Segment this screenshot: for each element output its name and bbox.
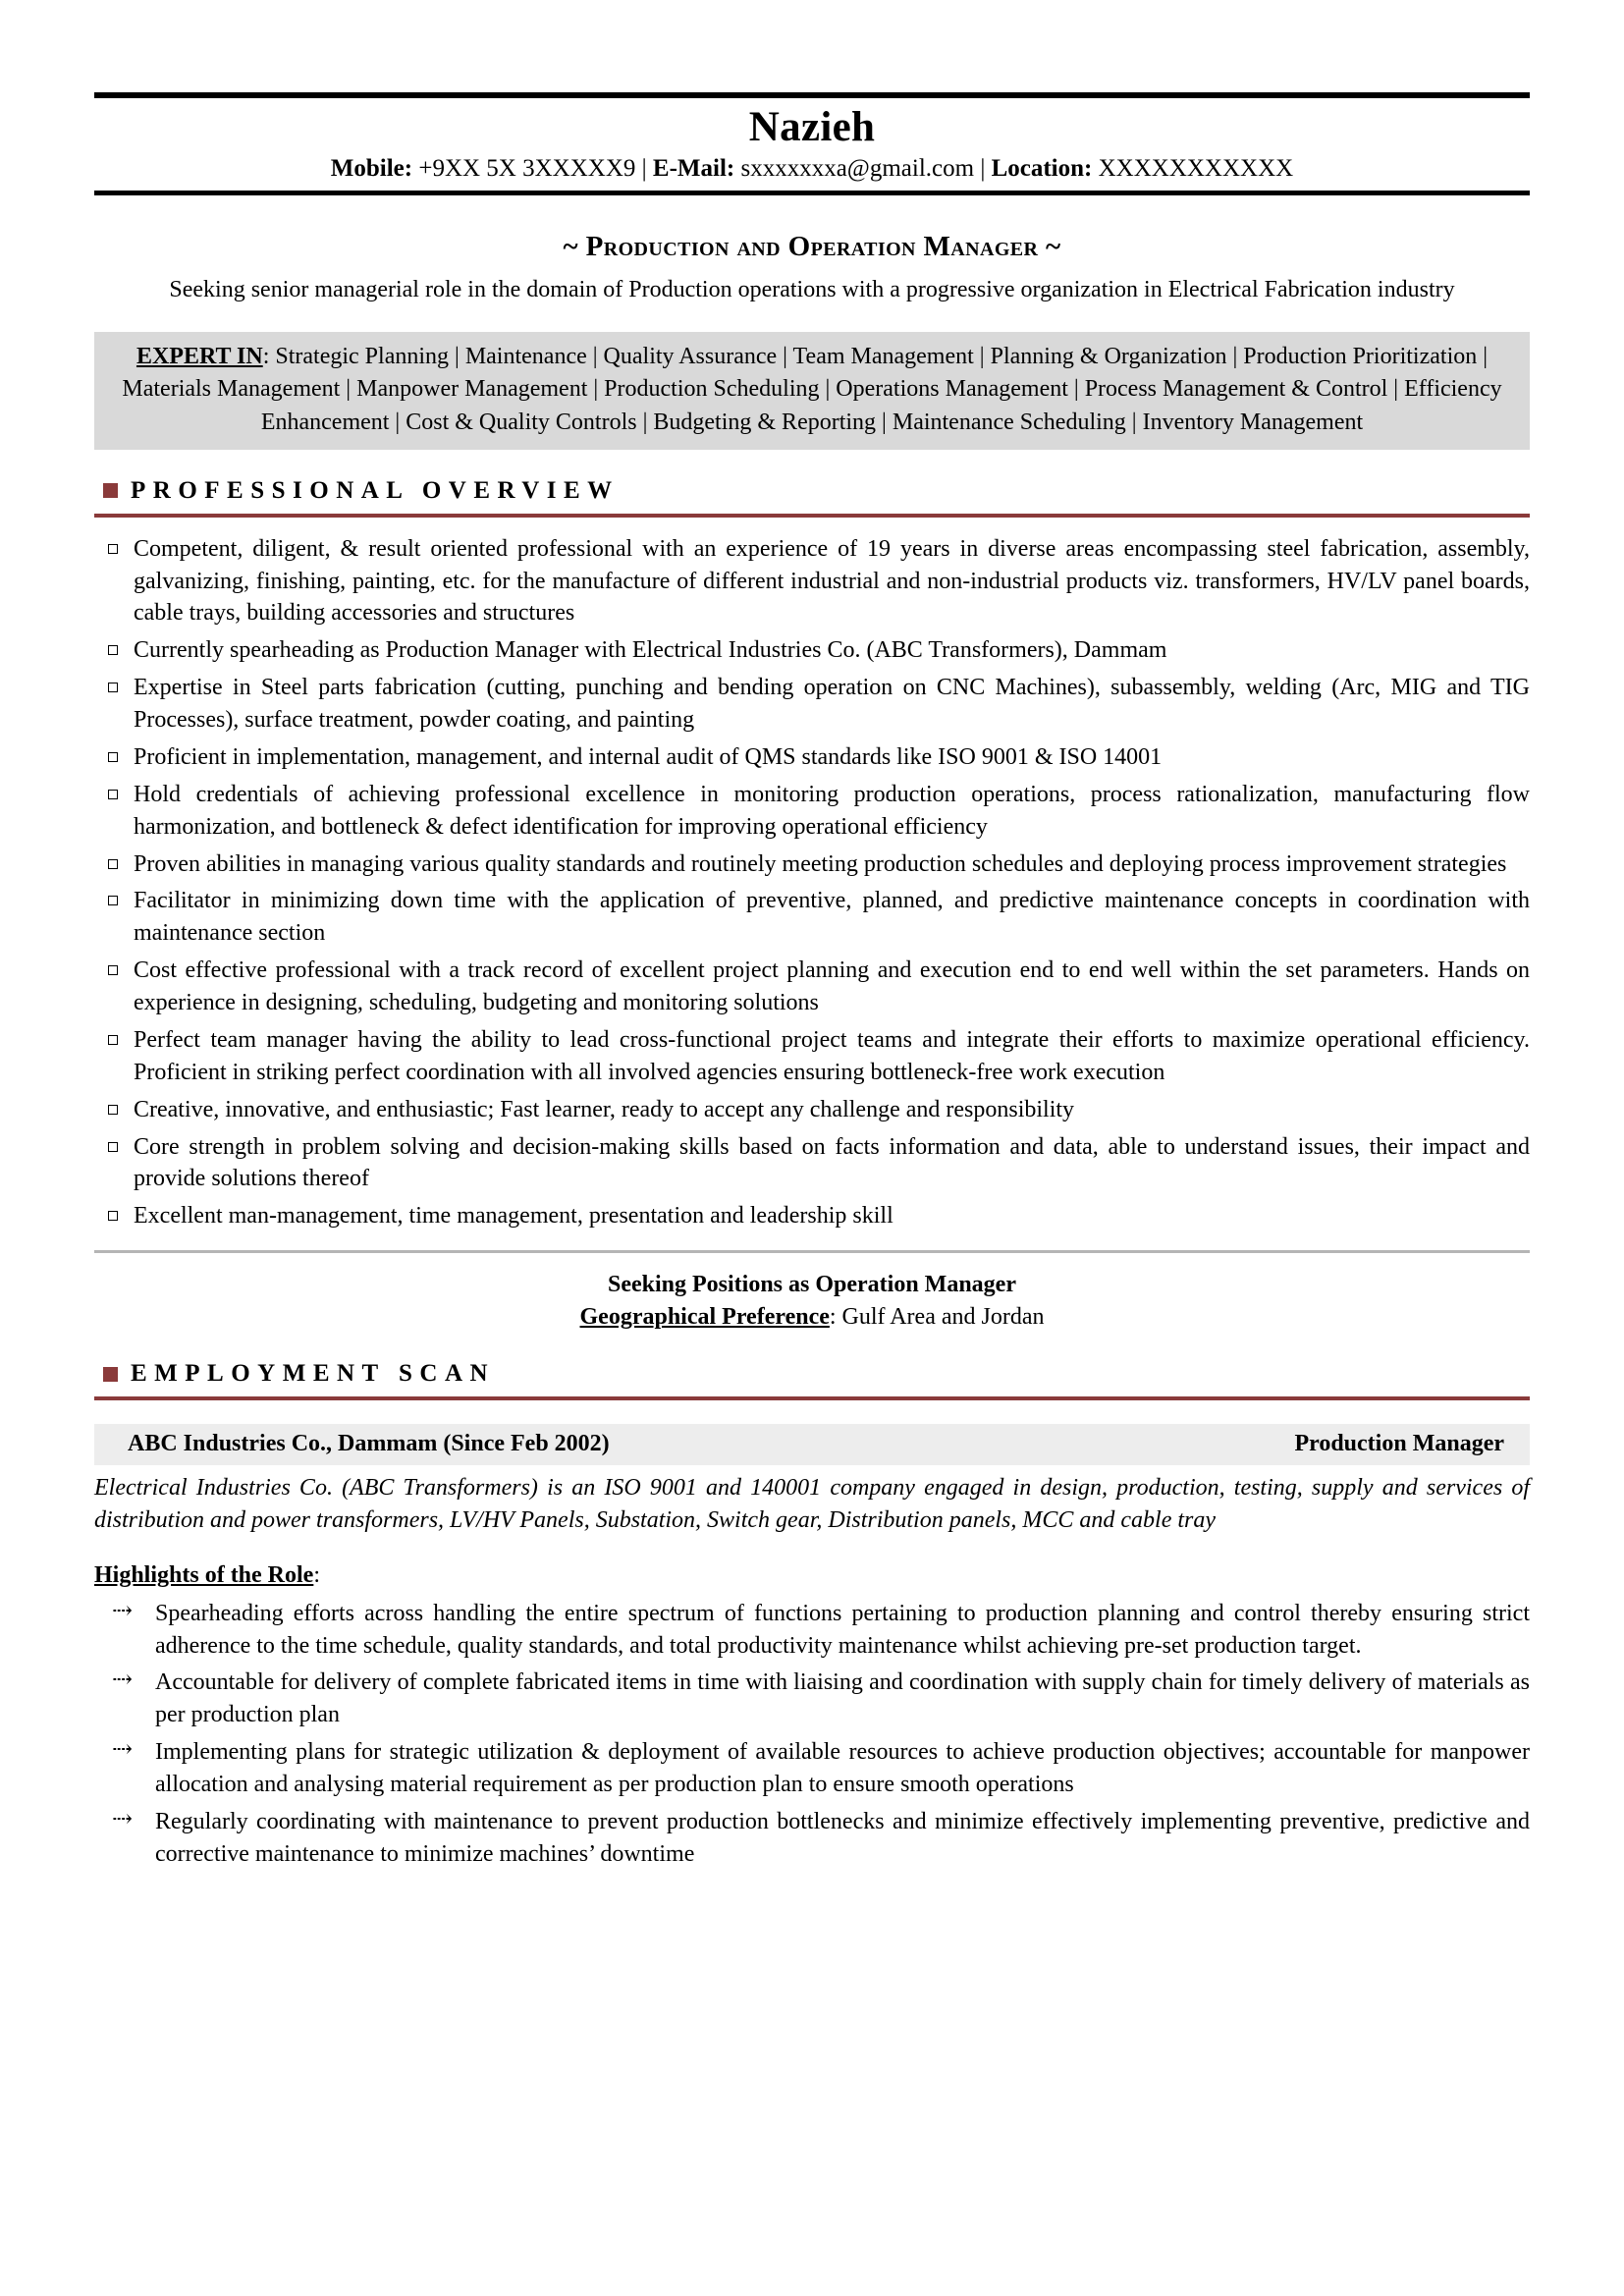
professional-overview-section (94, 477, 1530, 1233)
list-item: Currently spearheading as Production Manager with Electrical Industries Co. (ABC Transformers), Dammam (94, 634, 1530, 667)
employment-scan-header (94, 1360, 1530, 1388)
contact-line (94, 154, 1530, 188)
highlights-heading (94, 1562, 1530, 1589)
list-item: Expertise in Steel parts fabrication (cutting, punching and bending operation on CNC Machines), subassembly, welding (Arc, MIG and TIG Processes), surface treatment, powder coating, and painting (94, 672, 1530, 737)
geographical-preference-line (94, 1301, 1530, 1334)
list-item: ⇢ Accountable for delivery of complete fabricated items in time with liaising and coordination with supply chain for timely delivery of materials as per production plan (94, 1667, 1530, 1731)
highlights-label: Highlights of the Role (94, 1561, 314, 1588)
employer-bar (94, 1424, 1530, 1465)
expert-in-list: : Strategic Planning | Maintenance | Quality Assurance | Team Management | Planning & Organization | Production Prioritization | Materials Management | Manpower Management | Production Scheduling | Operations Management | Process Management & Control | Efficiency Enhancement | Cost & Quality Controls | Budgeting & Reporting | Maintenance Scheduling | Inventory Management (122, 344, 1502, 435)
expert-in-box (94, 332, 1530, 449)
list-item: Core strength in problem solving and decision-making skills based on facts information and data, able to understand issues, their impact and provide solutions thereof (94, 1131, 1530, 1196)
email-value: sxxxxxxxa@gmail.com (734, 155, 981, 183)
square-bullet-icon (103, 483, 118, 498)
mobile-label: Mobile: (330, 155, 413, 183)
contact-separator-1: | (641, 155, 653, 183)
candidate-name: Nazieh (748, 104, 876, 150)
contact-divider (94, 191, 1530, 195)
career-objective: Seeking senior managerial role in the domain of Production operations with a progressive organization in Electrical Fabrication industry (169, 277, 1455, 303)
professional-overview-header (94, 477, 1530, 505)
square-bullet-icon (103, 1367, 118, 1382)
employer-description: Electrical Industries Co. (ABC Transformers) is an ISO 9001 and 140001 company engaged in design, production, testing, supply and services of distribution and power transformers, LV/HV Panels, Substation, Switch gear, Distribution panels, MCC and cable tray (94, 1475, 1530, 1534)
list-item: ⇢ Implementing plans for strategic utilization & deployment of available resources to achieve production objectives; accountable for manpower allocation and analysing material requirement as per production plan to ensure smooth operations (94, 1736, 1530, 1801)
geographical-preference-label: Geographical Preference (579, 1303, 830, 1330)
list-item: Hold credentials of achieving professional excellence in monitoring production operations, process rationalization, manufacturing flow harmonization, and bottleneck & defect identification for improving operational efficiency (94, 779, 1530, 844)
employment-scan-underline (94, 1396, 1530, 1400)
contact-separator-2: | (980, 155, 992, 183)
list-item: Proficient in implementation, management, and internal audit of QMS standards like ISO 9001 & ISO 14001 (94, 741, 1530, 774)
role-title: ~ Production and Operation Manager ~ (563, 231, 1061, 263)
top-divider (94, 92, 1530, 98)
list-item: Perfect team manager having the ability to lead cross-functional project teams and integrate their efforts to maximize operational efficiency. Proficient in striking perfect coordination with all involved agencies ensuring bottleneck-free work execution (94, 1024, 1530, 1089)
list-item: ⇢ Regularly coordinating with maintenance to prevent production bottlenecks and minimize effectively implementing preventive, predictive and corrective maintenance to minimize machines’ downtime (94, 1806, 1530, 1871)
geographical-preference-value: : Gulf Area and Jordan (829, 1303, 1045, 1330)
resume-content (94, 0, 1530, 1876)
professional-overview-underline (94, 514, 1530, 518)
email-label: E-Mail: (652, 155, 735, 183)
highlights-colon: : (313, 1561, 321, 1588)
seeking-positions-line: Seeking Positions as Operation Manager (607, 1272, 1016, 1298)
employer-position: Production Manager (1294, 1431, 1504, 1457)
list-item: ⇢ Spearheading efforts across handling the entire spectrum of functions pertaining to production planning and control thereby ensuring strict adherence to the time schedule, quality standards, and total productivity maintenance whilst achieving pre-set production target. (94, 1598, 1530, 1663)
list-item: Cost effective professional with a track record of excellent project planning and execution end to end well within the set parameters. Hands on experience in designing, scheduling, budgeting and monitoring solutions (94, 955, 1530, 1019)
seeking-divider (94, 1250, 1530, 1253)
list-item: Competent, diligent, & result oriented professional with an experience of 19 years in diverse areas encompassing steel fabrication, assembly, galvanizing, finishing, painting, etc. for the manufacture of different industrial and non-industrial products viz. transformers, HV/LV panel boards, cable trays, building accessories and structures (94, 533, 1530, 630)
seeking-positions-block (94, 1269, 1530, 1333)
highlights-list (94, 1598, 1530, 1871)
location-value: XXXXXXXXXXX (1092, 155, 1294, 183)
professional-overview-list (94, 533, 1530, 1233)
list-item: Proven abilities in managing various quality standards and routinely meeting production schedules and deploying process improvement strategies (94, 848, 1530, 881)
list-item: Creative, innovative, and enthusiastic; Fast learner, ready to accept any challenge and responsibility (94, 1094, 1530, 1126)
employer-name: ABC Industries Co., Dammam (Since Feb 2002) (128, 1431, 610, 1457)
list-item: Facilitator in minimizing down time with the application of preventive, planned, and predictive maintenance concepts in coordination with maintenance section (94, 885, 1530, 950)
employment-scan-section (94, 1360, 1530, 1870)
list-item: Excellent man-management, time management, presentation and leadership skill (94, 1200, 1530, 1232)
professional-overview-title: PROFESSIONAL OVERVIEW (131, 476, 620, 504)
location-label: Location: (991, 155, 1093, 183)
employment-scan-title: EMPLOYMENT SCAN (131, 1360, 496, 1388)
mobile-value: +9XX 5X 3XXXXX9 (412, 155, 642, 183)
expert-in-label: EXPERT IN (135, 344, 263, 370)
